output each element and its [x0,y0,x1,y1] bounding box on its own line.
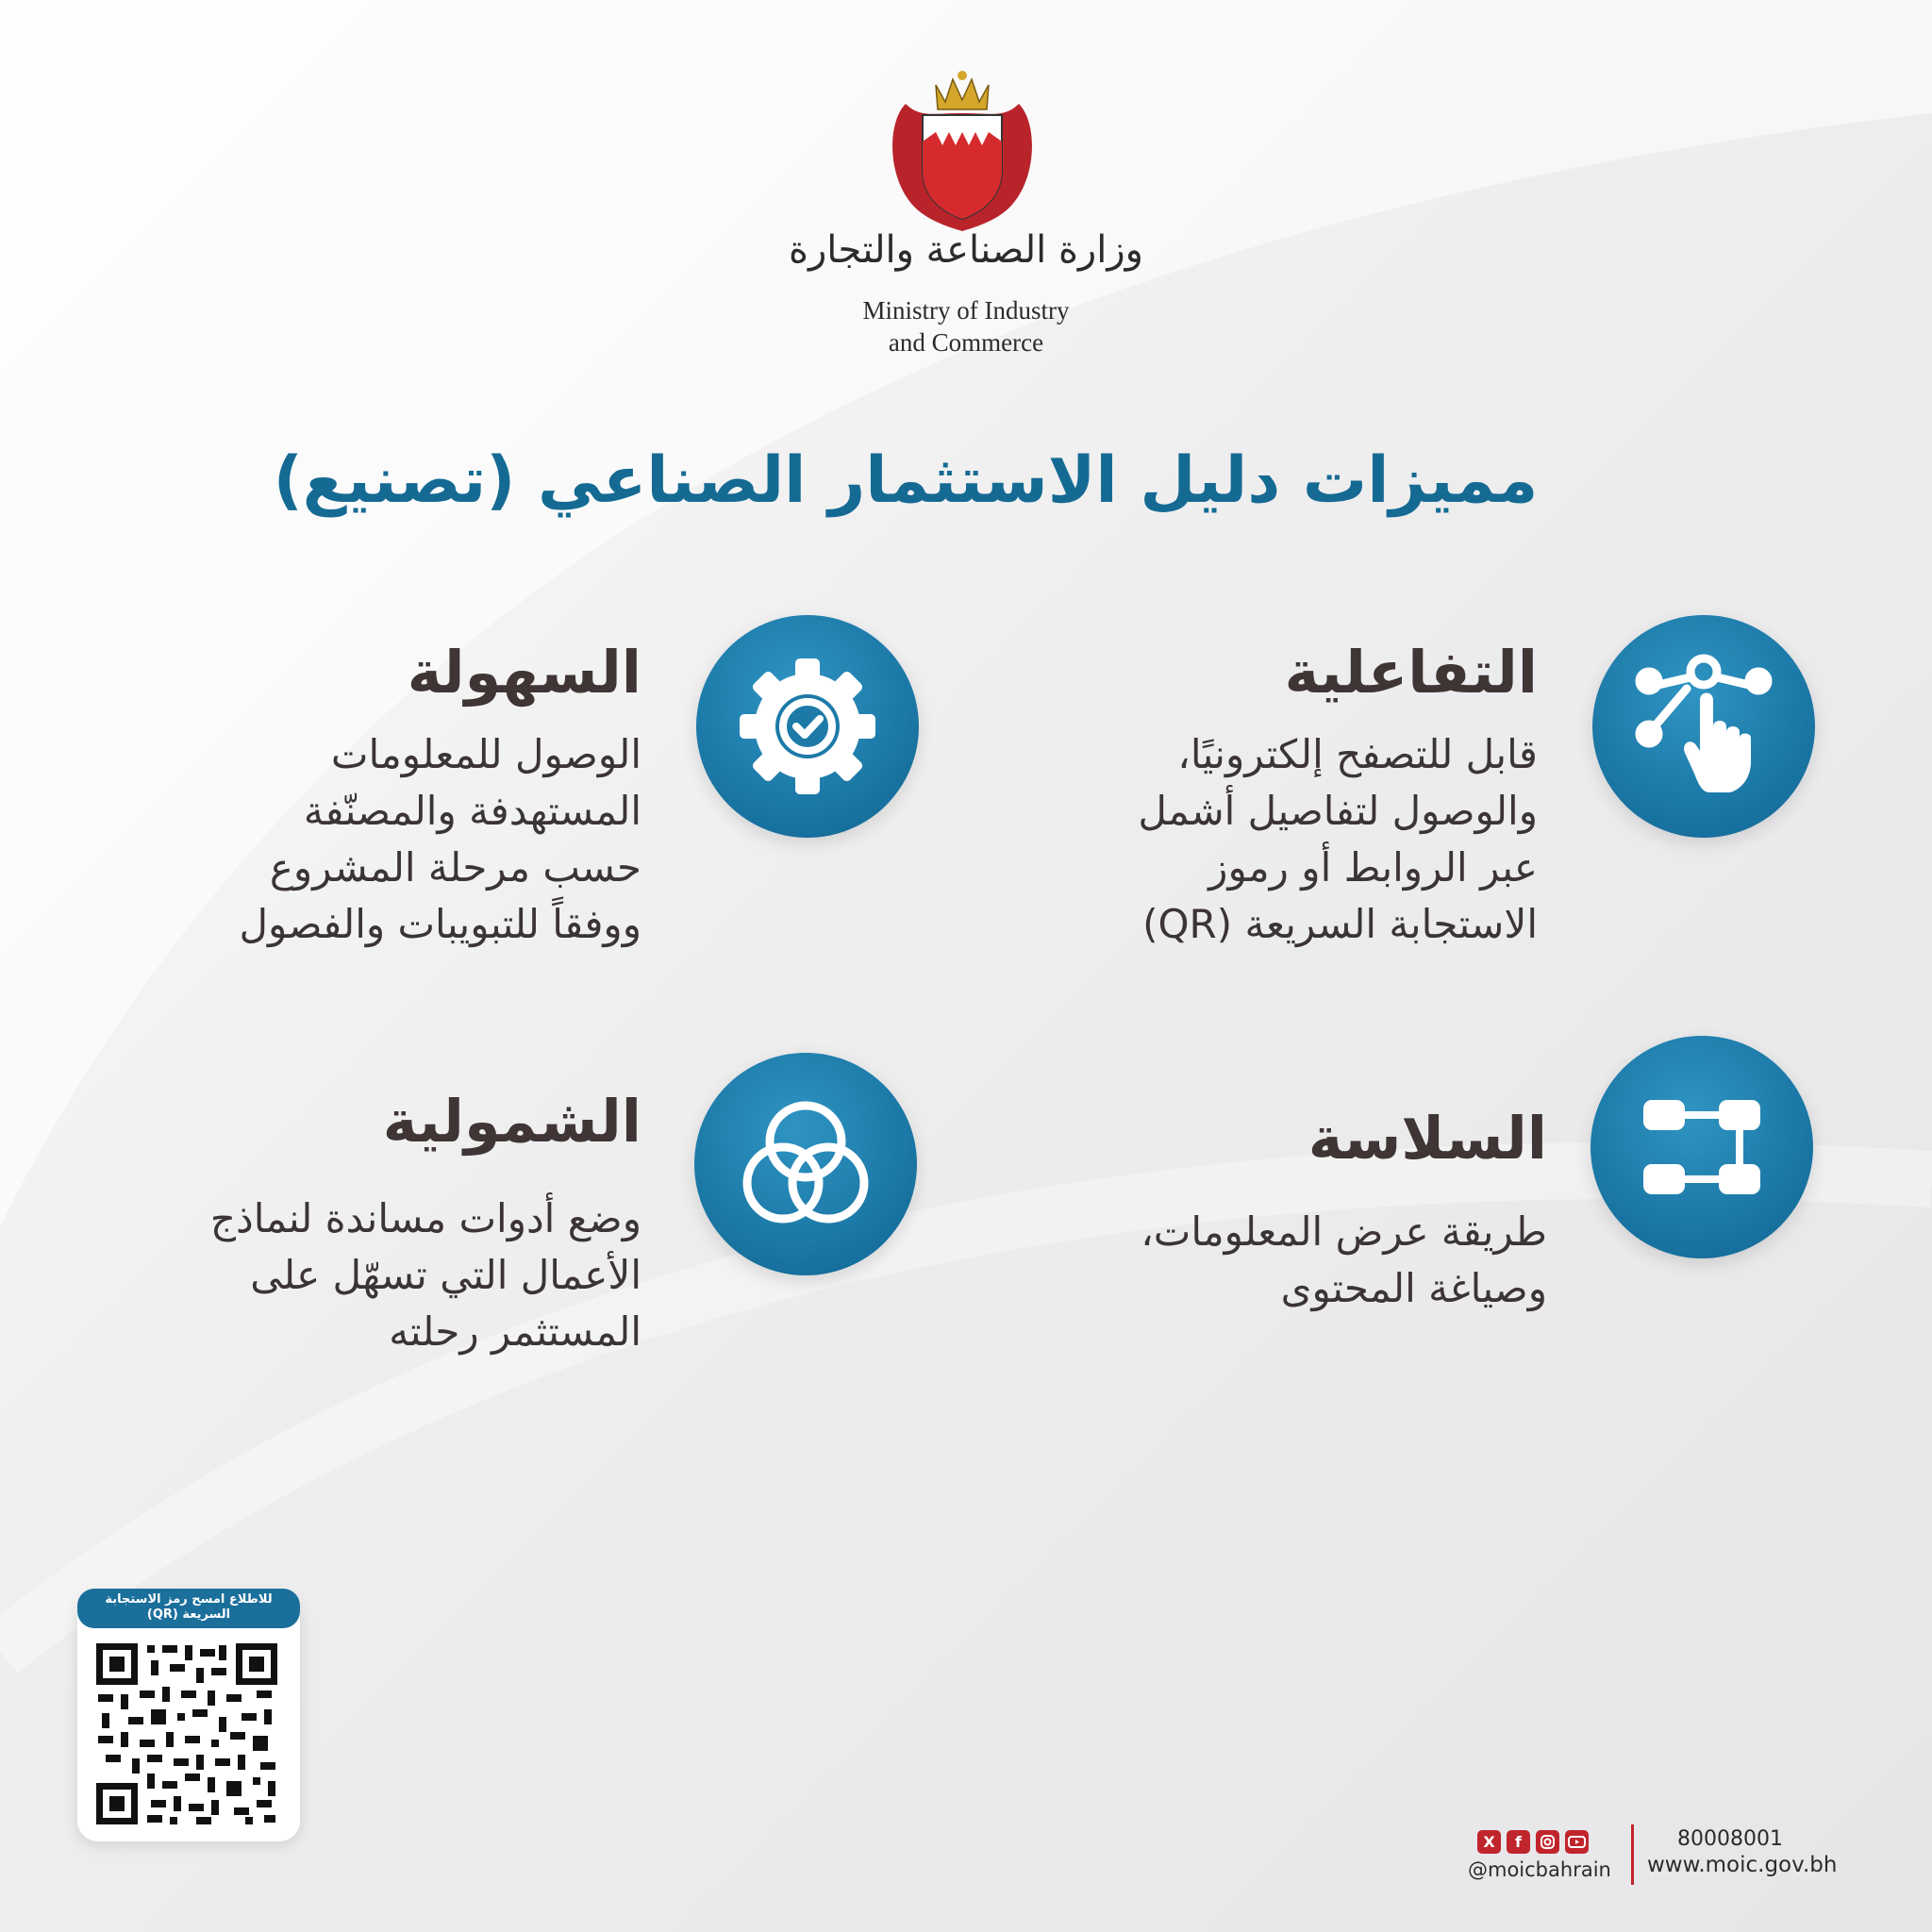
qr-label-line1: للاطلاع امسح رمز الاستجابة [105,1592,273,1607]
feature-line: وضع أدوات مساندة لنماذج [209,1195,641,1241]
ministry-name-english-line2: and Commerce [888,328,1044,357]
feature-circle-smoothness [1591,1036,1813,1258]
phone-number[interactable]: 80008001 [1677,1827,1783,1851]
feature-desc-ease [57,726,641,953]
feature-line: الاستجابة السريعة (QR) [1142,901,1538,947]
youtube-icon[interactable] [1565,1830,1589,1854]
facebook-icon[interactable]: f [1507,1830,1530,1854]
feature-desc-interactivity [906,726,1538,953]
feature-line: حسب مرحلة المشروع [269,844,641,891]
x-icon[interactable]: X [1477,1830,1501,1854]
feature-desc-comprehensiveness [57,1191,641,1360]
social-icons [1477,1830,1589,1854]
feature-title-ease: السهولة [407,638,641,707]
website-link[interactable]: www.moic.gov.bh [1647,1853,1838,1877]
feature-line: طريقة عرض المعلومات، [1141,1208,1547,1255]
flow-diagram-icon [1626,1072,1777,1223]
feature-line: المستهدفة والمصنّفة [303,788,641,834]
touch-network-icon [1628,651,1779,802]
ministry-name-english-line1: Ministry of Industry [862,296,1070,325]
feature-desc-smoothness [906,1204,1547,1317]
qr-code[interactable] [94,1641,279,1826]
feature-line: الأعمال التي تسهّل على [250,1252,641,1298]
feature-line: عبر الروابط أو رموز [1208,844,1538,891]
ministry-emblem [887,66,1038,236]
feature-line: والوصول لتفاصيل أشمل [1138,788,1538,834]
instagram-icon[interactable] [1536,1830,1559,1854]
ministry-name-arabic: وزارة الصناعة والتجارة [789,228,1143,272]
feature-circle-interactivity [1592,615,1815,838]
overlapping-circles-icon [730,1089,881,1240]
qr-label-line2: السريعة (QR) [146,1607,231,1622]
feature-title-smoothness: السلاسة [1307,1104,1547,1173]
footer-divider [1631,1824,1634,1885]
feature-title-interactivity: التفاعلية [1284,638,1538,707]
feature-line: الوصول للمعلومات [330,731,641,777]
page-title: مميزات دليل الاستثمار الصناعي (تصنيع) [273,443,1539,518]
feature-line: ووفقاً للتبويبات والفصول [239,901,641,947]
ministry-name-english [777,294,1155,358]
feature-circle-ease [696,615,919,838]
qr-label [77,1589,300,1628]
feature-line: وصياغة المحتوى [1280,1265,1547,1311]
feature-circle-comprehensiveness [694,1053,917,1275]
gear-check-icon [732,651,883,802]
social-handle[interactable]: @moicbahrain [1468,1858,1611,1881]
feature-line: قابل للتصفح إلكترونيًا، [1177,731,1538,777]
feature-title-comprehensiveness: الشمولية [382,1087,641,1156]
feature-line: المستثمر رحلته [389,1308,641,1355]
